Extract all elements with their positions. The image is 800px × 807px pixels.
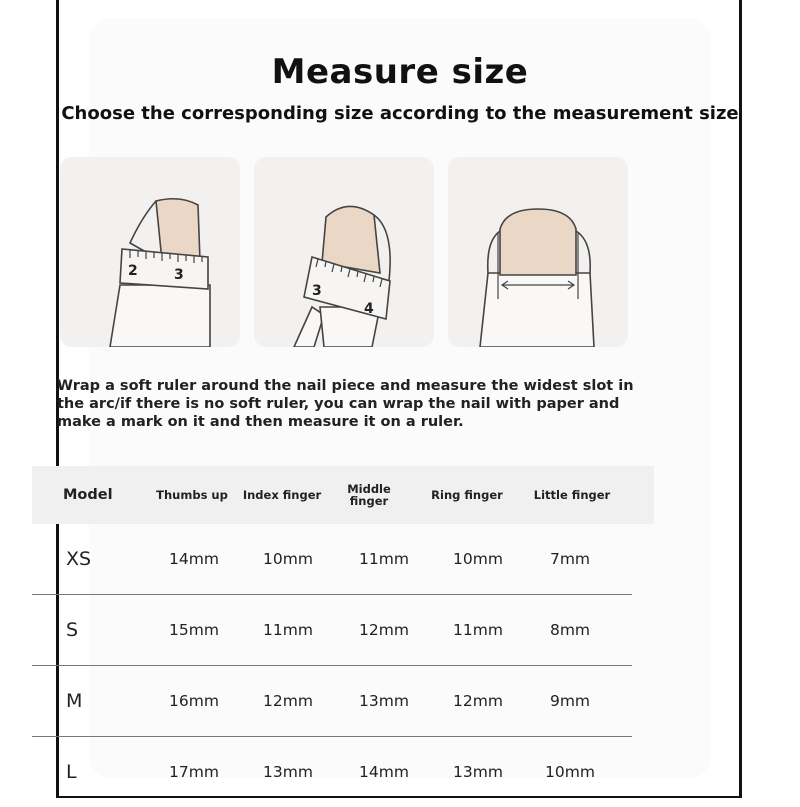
cell-little: 10mm <box>545 763 595 781</box>
cell-middle: 13mm <box>359 692 409 710</box>
col-header-index: Index finger <box>242 488 322 502</box>
table-row <box>32 524 632 595</box>
col-header-little: Little finger <box>533 488 611 502</box>
cell-little: 7mm <box>549 550 591 568</box>
ruler-label: 3 <box>312 283 322 299</box>
table-row <box>32 595 632 666</box>
cell-little: 9mm <box>549 692 591 710</box>
ruler-label: 3 <box>174 267 184 283</box>
cell-thumb: 17mm <box>169 763 219 781</box>
cell-thumb: 14mm <box>169 550 219 568</box>
table-row <box>32 666 632 737</box>
col-header-ring: Ring finger <box>431 488 503 502</box>
table-row <box>32 737 632 807</box>
cell-model: M <box>66 690 83 712</box>
width-measure-image <box>448 157 628 347</box>
cell-little: 8mm <box>549 621 591 639</box>
cell-model: L <box>66 761 77 783</box>
col-header-model: Model <box>63 487 113 503</box>
cell-model: XS <box>66 548 92 570</box>
cell-thumb: 16mm <box>169 692 219 710</box>
index-measure-image <box>254 157 434 347</box>
measure-illustrations <box>60 157 628 347</box>
cell-ring: 10mm <box>453 550 503 568</box>
cell-ring: 11mm <box>453 621 503 639</box>
cell-middle: 12mm <box>359 621 409 639</box>
page-title: Measure size <box>271 52 529 92</box>
table-header <box>32 466 654 524</box>
ruler-label: 4 <box>364 301 374 317</box>
cell-index: 13mm <box>263 763 313 781</box>
col-header-middle: Middle finger <box>347 482 391 508</box>
page-subtitle: Choose the corresponding size according to the measurement size <box>61 103 739 124</box>
cell-index: 10mm <box>263 550 313 568</box>
thumb-measure-image <box>60 157 240 347</box>
cell-thumb: 15mm <box>169 621 219 639</box>
cell-ring: 13mm <box>453 763 503 781</box>
cell-index: 11mm <box>263 621 313 639</box>
measure-instructions: Wrap a soft ruler around the nail piece and measure the widest slot in the arc/if there is no soft ruler, you can wrap the nail with paper and make a mark on it and then measure it on a ruler. <box>57 378 634 430</box>
cell-middle: 11mm <box>359 550 409 568</box>
cell-ring: 12mm <box>453 692 503 710</box>
cell-index: 12mm <box>263 692 313 710</box>
col-header-thumb: Thumbs up <box>156 488 228 502</box>
size-table <box>32 466 654 807</box>
cell-middle: 14mm <box>359 763 409 781</box>
cell-model: S <box>66 619 79 641</box>
ruler-label: 2 <box>128 263 138 279</box>
